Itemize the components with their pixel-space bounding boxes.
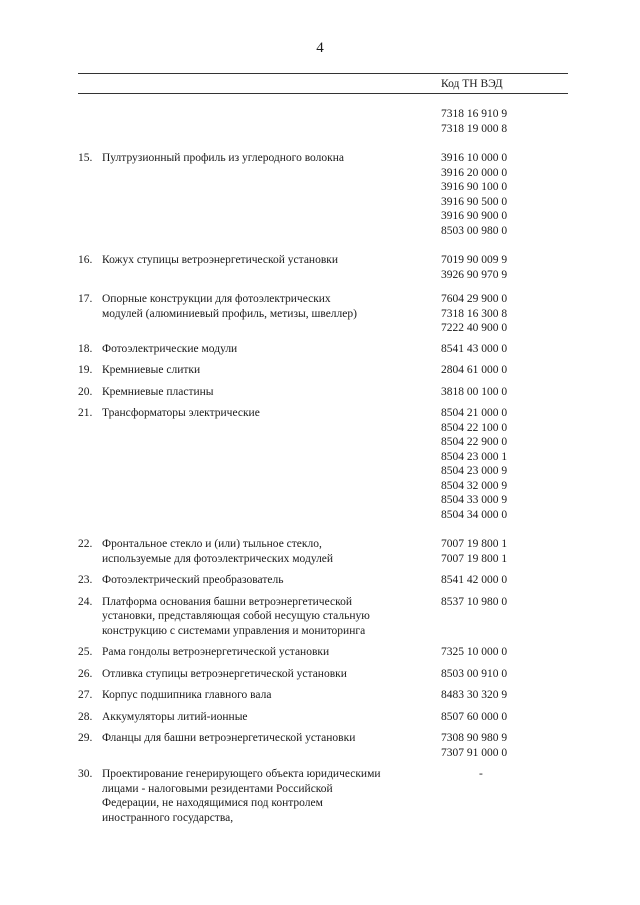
row-name: Отливка ступицы ветроэнергетической установки: [102, 667, 347, 680]
tnved-code: 3916 90 100 0: [441, 181, 508, 193]
tnved-code: 7318 16 300 8: [441, 307, 508, 320]
row-codes: [441, 731, 568, 760]
table-row: [78, 385, 568, 400]
row-codes: [441, 107, 568, 136]
row-name: Пултрузионный профиль из углеродного волокна: [102, 152, 344, 164]
row-codes: [441, 767, 568, 825]
row-name: Рама гондолы ветроэнергетической установки: [102, 646, 330, 658]
table-row: [78, 667, 568, 682]
tnved-code: 8507 60 000 0: [441, 710, 508, 723]
row-codes: [441, 573, 568, 588]
table-row: [78, 253, 568, 282]
tnved-code: 8504 22 900 0: [441, 436, 508, 448]
tnved-code: 7318 19 000 8: [441, 122, 508, 135]
row-name: Трансформаторы электрические: [102, 407, 260, 419]
row-name: Опорные конструкции для фотоэлектрических модулей (алюминиевый профиль, метизы, швеллер): [102, 293, 357, 320]
row-number: 25.: [78, 646, 93, 658]
row-name: Фотоэлектрический преобразователь: [102, 574, 284, 586]
header-rule-top: [78, 73, 568, 74]
row-number: 16.: [78, 254, 93, 266]
row-number: 27.: [78, 689, 93, 701]
table-row: [78, 767, 568, 825]
row-name: Кремниевые пластины: [102, 385, 214, 398]
row-codes: [441, 667, 568, 682]
row-number: 20.: [78, 385, 93, 398]
row-codes: [441, 342, 568, 357]
row-codes: [441, 363, 568, 378]
row-name: Кремниевые слитки: [102, 364, 201, 376]
row-number: 22.: [78, 538, 93, 550]
tnved-code: 8504 22 100 0: [441, 421, 508, 434]
page-number: 4: [316, 40, 324, 56]
tnved-code: 7325 10 000 0: [441, 646, 508, 658]
row-number: 29.: [78, 732, 93, 744]
tnved-code: 7604 29 900 0: [441, 293, 508, 305]
row-number: 19.: [78, 364, 93, 376]
tnved-code: -: [479, 768, 483, 780]
row-number: [78, 107, 102, 136]
table-row: [78, 573, 568, 588]
table-row: [78, 595, 568, 639]
row-number: 30.: [78, 768, 93, 780]
tnved-code: 3916 90 900 0: [441, 210, 508, 222]
row-number: 24.: [78, 595, 93, 608]
tnved-code: 8504 23 000 9: [441, 465, 508, 477]
row-number: 26.: [78, 667, 93, 680]
column-header-code: Код ТН ВЭД: [441, 78, 503, 90]
row-codes: [441, 537, 568, 566]
tnved-code: 8537 10 980 0: [441, 595, 508, 608]
row-name: Проектирование генерирующего объекта юридическими лицами - налоговыми резидентами Российской Федерации, не находящимися под контролем иностранного государства,: [102, 768, 381, 824]
row-number: 18.: [78, 342, 93, 355]
row-codes: [441, 645, 568, 660]
tnved-code: 8504 32 000 9: [441, 479, 508, 492]
tnved-code: 7019 90 009 9: [441, 254, 508, 266]
table-row: [78, 710, 568, 725]
table-row: [78, 107, 568, 136]
tnved-code: 2804 61 000 0: [441, 364, 508, 376]
tnved-code: 8541 42 000 0: [441, 574, 508, 586]
row-name: Фронтальное стекло и (или) тыльное стекло, используемые для фотоэлектрических модулей: [102, 538, 334, 565]
table-row: [78, 363, 568, 378]
tnved-code: 8504 33 000 9: [441, 494, 508, 506]
tnved-code: 7007 19 800 1: [441, 538, 508, 550]
table-row: [78, 342, 568, 357]
row-name: Фланцы для башни ветроэнергетической установки: [102, 732, 356, 744]
tnved-code: 7308 90 980 9: [441, 732, 508, 744]
tnved-code: 8504 21 000 0: [441, 407, 508, 419]
tnved-code: 3818 00 100 0: [441, 385, 508, 398]
tnved-code: 8504 34 000 0: [441, 508, 508, 521]
tnved-code: 3916 10 000 0: [441, 152, 508, 164]
table-row: [78, 688, 568, 703]
tnved-code: 7007 19 800 1: [441, 552, 508, 565]
row-codes: [441, 253, 568, 282]
tnved-code: 3916 90 500 0: [441, 195, 508, 208]
tnved-code: 8541 43 000 0: [441, 342, 508, 355]
row-number: 17.: [78, 293, 93, 305]
table-row: [78, 731, 568, 760]
row-codes: [441, 292, 568, 336]
table-row: [78, 292, 568, 336]
row-name: Кожух ступицы ветроэнергетической установки: [102, 254, 339, 266]
tnved-code: 8504 23 000 1: [441, 450, 508, 463]
row-number: 28.: [78, 710, 93, 723]
row-codes: [441, 385, 568, 400]
tnved-code: 3926 90 970 9: [441, 268, 508, 281]
row-name: Фотоэлектрические модули: [102, 342, 238, 355]
row-number: 15.: [78, 152, 93, 164]
row-name: Аккумуляторы литий-ионные: [102, 710, 248, 723]
row-name: Корпус подшипника главного вала: [102, 689, 272, 701]
table-row: [78, 151, 568, 238]
header-rule-bottom: [78, 93, 568, 94]
tnved-code: 8503 00 910 0: [441, 667, 508, 680]
row-name: [102, 107, 441, 136]
goods-table: [78, 107, 568, 825]
tnved-code: 8503 00 980 0: [441, 224, 508, 237]
row-codes: [441, 710, 568, 725]
table-row: [78, 406, 568, 522]
row-number: 23.: [78, 574, 93, 586]
row-codes: [441, 151, 568, 238]
tnved-code: 8483 30 320 9: [441, 689, 508, 701]
row-name: Платформа основания башни ветроэнергетической установки, представляющая собой несущую стальную конструкцию с системами управления и мониторинга: [102, 595, 370, 637]
row-codes: [441, 406, 568, 522]
tnved-code: 7307 91 000 0: [441, 746, 508, 759]
row-codes: [441, 595, 568, 639]
table-row: [78, 645, 568, 660]
row-number: 21.: [78, 407, 93, 419]
table-row: [78, 537, 568, 566]
tnved-code: 3916 20 000 0: [441, 166, 508, 179]
row-codes: [441, 688, 568, 703]
tnved-code: 7318 16 910 9: [441, 108, 508, 120]
tnved-code: 7222 40 900 0: [441, 322, 508, 334]
